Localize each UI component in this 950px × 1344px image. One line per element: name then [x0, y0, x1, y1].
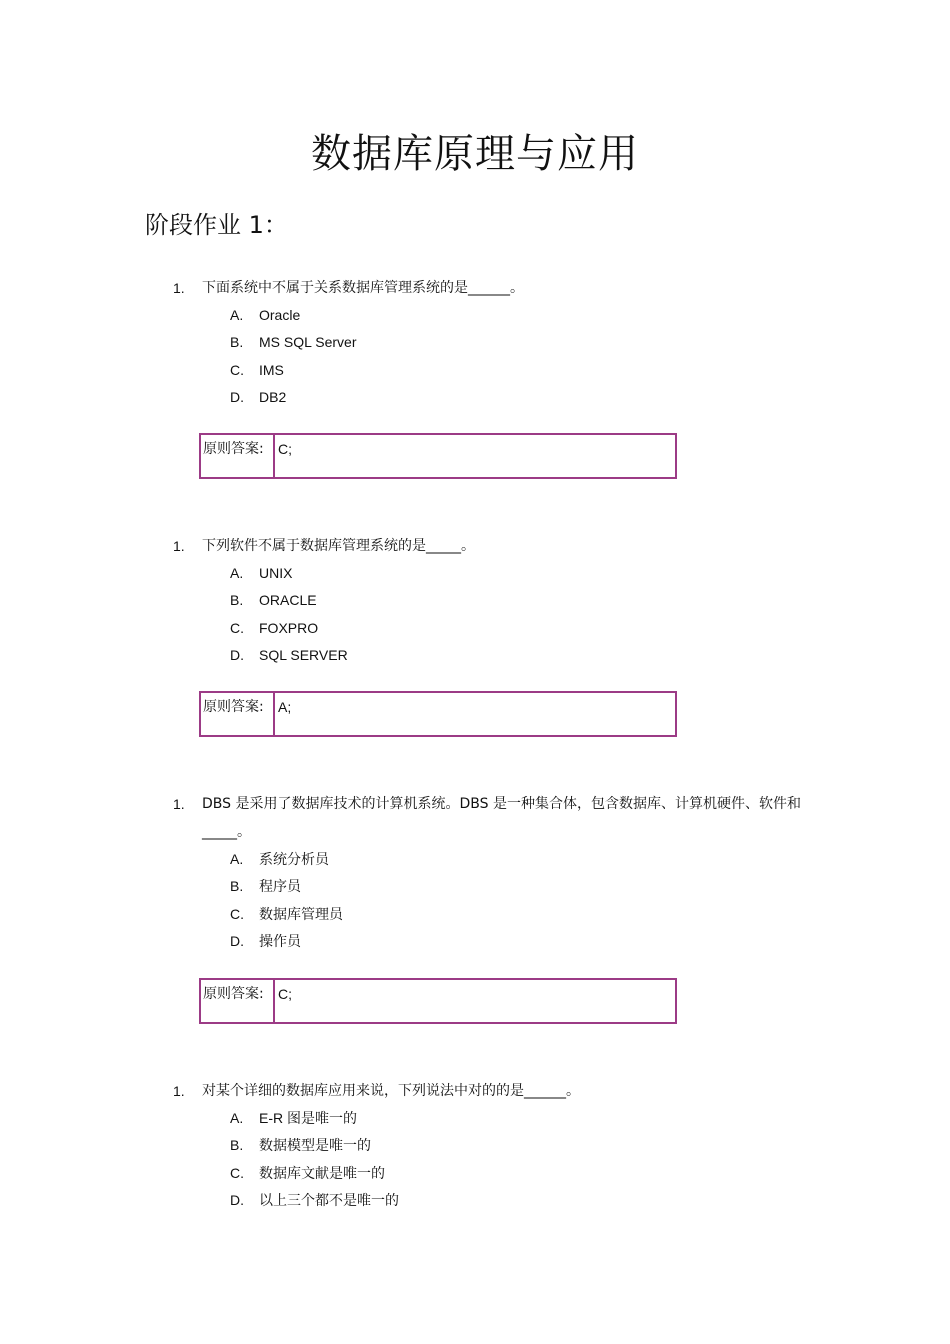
section-title: 阶段作业 1：: [145, 211, 288, 239]
option-text: IMS: [259, 362, 284, 378]
option-letter: B.: [230, 592, 244, 608]
option-d: [0, 389, 700, 405]
option-letter: D.: [230, 1192, 244, 1208]
option-letter: C.: [230, 1165, 244, 1181]
option-a: [0, 1110, 700, 1126]
option-text: 以上三个都不是唯一的: [259, 1192, 399, 1208]
option-letter: C.: [230, 906, 244, 922]
option-text: ORACLE: [259, 592, 317, 608]
option-c: [0, 362, 700, 378]
option-letter: D.: [230, 389, 244, 405]
option-c: [0, 906, 700, 922]
option-a: [0, 307, 700, 323]
answer-box: [199, 433, 677, 479]
question-number: 1.: [173, 538, 185, 554]
answer-value: C;: [278, 441, 292, 457]
option-letter: B.: [230, 1137, 244, 1153]
question-number: 1.: [173, 1083, 185, 1099]
option-text: E-R 图是唯一的: [259, 1110, 357, 1126]
option-text: 数据库文献是唯一的: [259, 1165, 385, 1181]
option-text: 数据库管理员: [259, 906, 343, 922]
option-d: [0, 647, 700, 663]
option-text: 程序员: [259, 878, 301, 894]
option-letter: C.: [230, 362, 244, 378]
question-text: 下列软件不属于数据库管理系统的是_____。: [202, 538, 475, 554]
answer-box: [199, 978, 677, 1024]
answer-label: 原则答案:: [201, 693, 275, 735]
option-d: [0, 1192, 700, 1208]
option-c: [0, 1165, 700, 1181]
question-number: 1.: [173, 280, 185, 296]
question-text: 下面系统中不属于关系数据库管理系统的是______。: [202, 280, 524, 296]
option-letter: B.: [230, 878, 244, 894]
option-letter: B.: [230, 334, 244, 350]
question-number: 1.: [173, 796, 185, 812]
option-text: SQL SERVER: [259, 647, 348, 663]
option-letter: D.: [230, 647, 244, 663]
option-c: [0, 620, 700, 636]
option-a: [0, 565, 700, 581]
option-letter: D.: [230, 933, 244, 949]
option-text: Oracle: [259, 307, 301, 323]
option-letter: A.: [230, 851, 244, 867]
option-b: [0, 334, 700, 350]
option-letter: A.: [230, 307, 244, 323]
question-text: 对某个详细的数据库应用来说，下列说法中对的的是______。: [202, 1083, 580, 1099]
option-d: [0, 933, 700, 949]
answer-label: 原则答案:: [201, 980, 275, 1022]
option-b: [0, 592, 700, 608]
option-text: 系统分析员: [259, 851, 329, 867]
option-text: MS SQL Server: [259, 334, 357, 350]
document-title: 数据库原理与应用: [311, 131, 639, 177]
option-letter: A.: [230, 565, 244, 581]
option-letter: A.: [230, 1110, 244, 1126]
option-text: 数据模型是唯一的: [259, 1137, 371, 1153]
answer-value: A;: [278, 699, 292, 715]
option-b: [0, 1137, 700, 1153]
option-text: FOXPRO: [259, 620, 319, 636]
option-b: [0, 878, 700, 894]
option-a: [0, 851, 700, 867]
option-letter: C.: [230, 620, 244, 636]
question-text: DBS 是采用了数据库技术的计算机系统。DBS 是一种集合体，包含数据库、计算机硬件、软件和_____。: [202, 796, 801, 840]
option-text: DB2: [259, 389, 287, 405]
option-text: 操作员: [259, 933, 301, 949]
answer-value: C;: [278, 986, 292, 1002]
answer-box: [199, 691, 677, 737]
answer-label: 原则答案:: [201, 435, 275, 477]
option-text: UNIX: [259, 565, 293, 581]
